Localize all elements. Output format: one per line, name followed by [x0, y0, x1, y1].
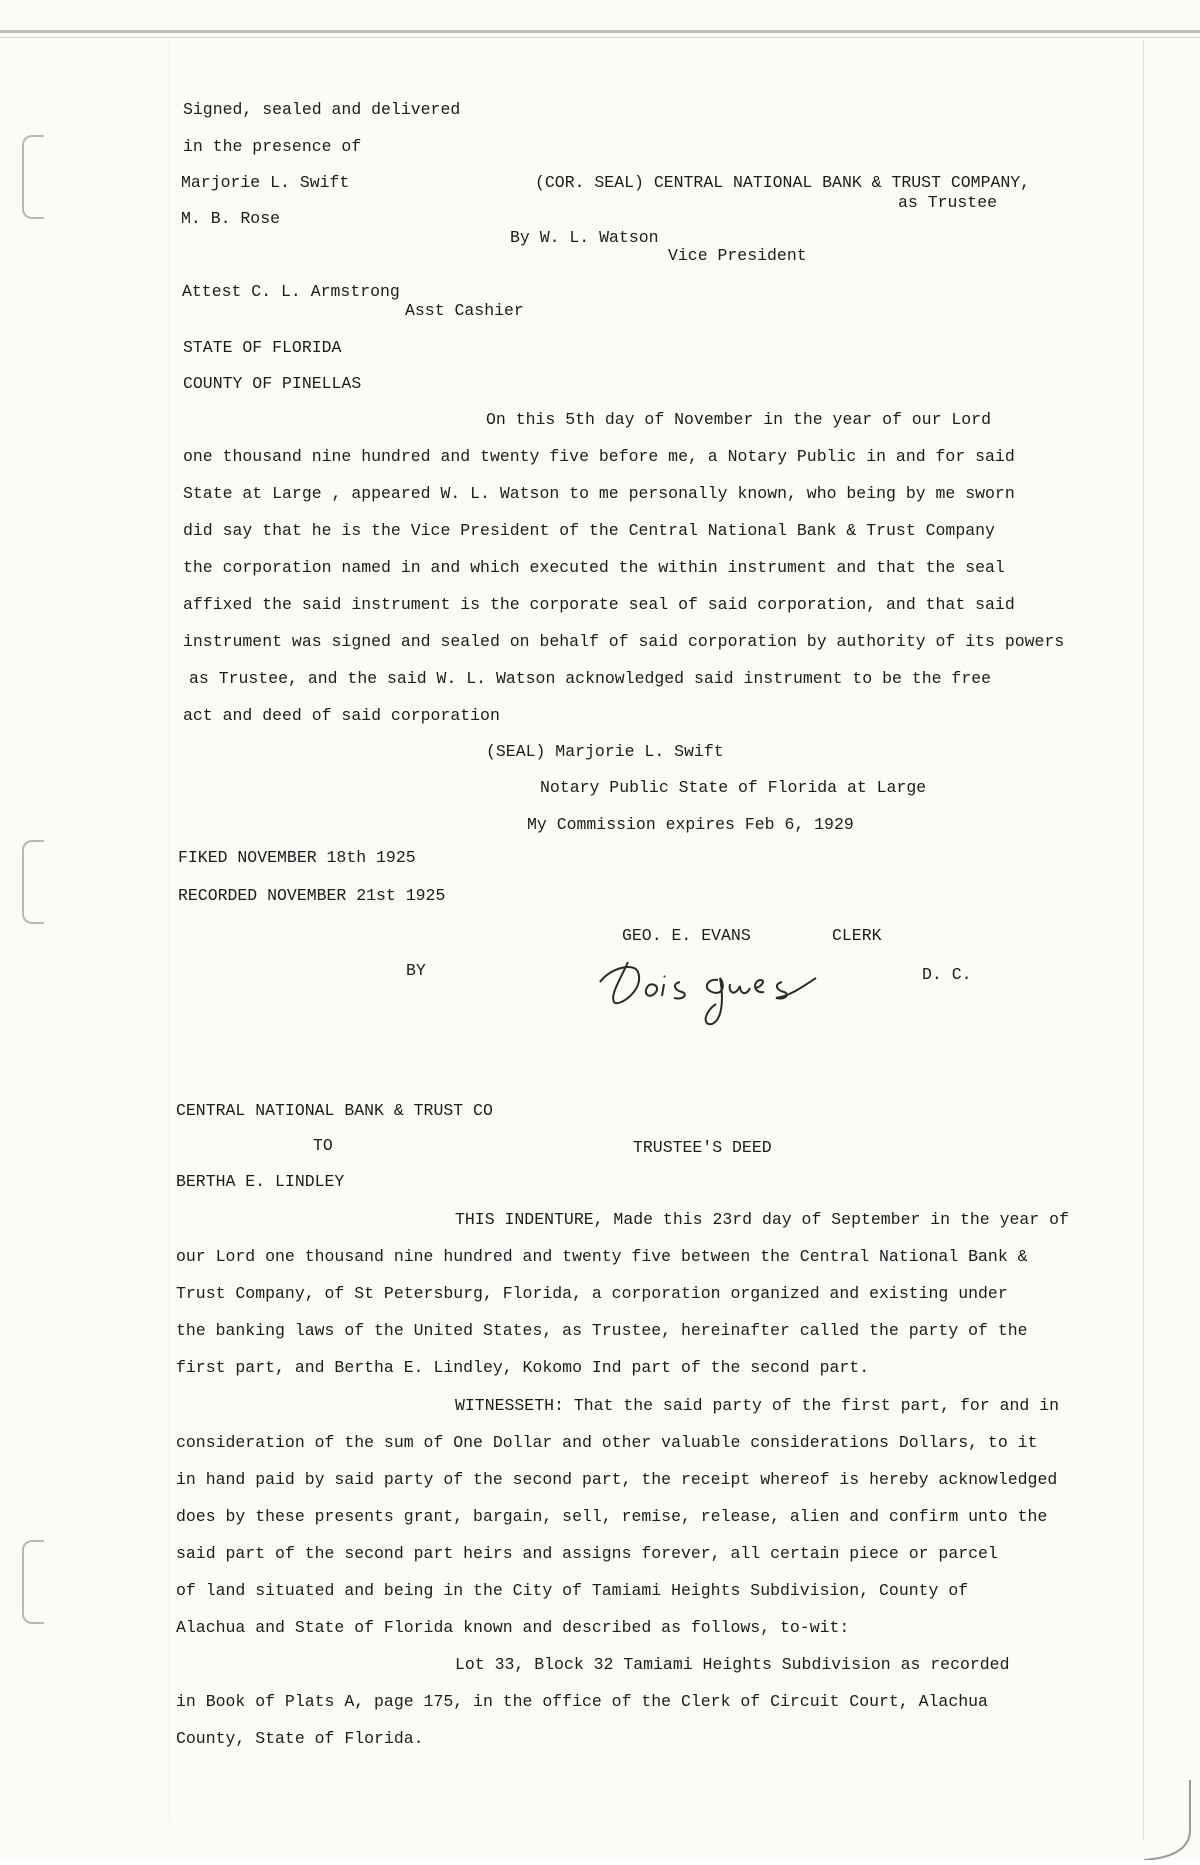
ack-line: did say that he is the Vice President of the Central National Bank & Trust Company: [183, 521, 995, 540]
signed-by-line: By W. L. Watson: [510, 228, 659, 247]
ack-line: On this 5th day of November in the year of our Lord: [486, 410, 991, 429]
ack-line: act and deed of said corporation: [183, 706, 500, 725]
deed-grantee: BERTHA E. LINDLEY: [176, 1172, 345, 1191]
presence-line: in the presence of: [183, 137, 362, 156]
ack-line: instrument was signed and sealed on behalf of said corporation by authority of its powers: [183, 632, 1065, 651]
notary-seal-line: (SEAL) Marjorie L. Swift: [486, 742, 724, 761]
as-trustee-label: as Trustee: [898, 193, 998, 212]
witnesseth-line: Alachua and State of Florida known and described as follows, to-wit:: [176, 1618, 850, 1637]
deed-to-label: TO: [313, 1136, 333, 1155]
top-rule-thin: [0, 37, 1200, 38]
page-corner-curl: [1130, 1780, 1200, 1860]
corporate-seal-line: (COR. SEAL) CENTRAL NATIONAL BANK & TRUST COMPANY,: [535, 173, 1031, 192]
binder-hole-mark: [22, 135, 44, 219]
witness-one: Marjorie L. Swift: [181, 173, 350, 192]
top-rule: [0, 30, 1200, 33]
witnesseth-line: in hand paid by said party of the second part, the receipt whereof is hereby acknowledged: [176, 1470, 1058, 1489]
asst-cashier-label: Asst Cashier: [405, 301, 524, 320]
recorded-date: RECORDED NOVEMBER 21st 1925: [178, 886, 446, 905]
ack-line: the corporation named in and which executed the within instrument and that the seal: [183, 558, 1005, 577]
ack-line: affixed the said instrument is the corporate seal of said corporation, and that said: [183, 595, 1015, 614]
ack-line: as Trustee, and the said W. L. Watson acknowledged said instrument to be the free: [189, 669, 992, 688]
ack-line: State at Large , appeared W. L. Watson to me personally known, who being by me sworn: [183, 484, 1015, 503]
vice-president-label: Vice President: [668, 246, 807, 265]
indenture-line: the banking laws of the United States, as Trustee, hereinafter called the party of the: [176, 1321, 1028, 1340]
ack-line: one thousand nine hundred and twenty five before me, a Notary Public in and for said: [183, 447, 1015, 466]
indenture-line: first part, and Bertha E. Lindley, Kokomo Ind part of the second part.: [176, 1358, 870, 1377]
witness-two: M. B. Rose: [181, 209, 281, 228]
lot-description-line: in Book of Plats A, page 175, in the office of the Clerk of Circuit Court, Alachua: [176, 1692, 988, 1711]
commission-expiry: My Commission expires Feb 6, 1929: [527, 815, 854, 834]
signed-sealed-line: Signed, sealed and delivered: [183, 100, 461, 119]
notary-title: Notary Public State of Florida at Large: [540, 778, 927, 797]
right-margin-line: [1143, 40, 1144, 1840]
clerk-name: GEO. E. EVANS: [622, 926, 751, 945]
witnesseth-line: WITNESSETH: That the said party of the first part, for and in: [455, 1396, 1059, 1415]
deputy-clerk-label: D. C.: [922, 965, 972, 984]
clerk-title: CLERK: [832, 926, 882, 945]
witnesseth-line: said part of the second part heirs and assigns forever, all certain piece or parcel: [176, 1544, 998, 1563]
lot-description-line: Lot 33, Block 32 Tamiami Heights Subdivision as recorded: [455, 1655, 1010, 1674]
witnesseth-line: of land situated and being in the City of Tamiami Heights Subdivision, County of: [176, 1581, 969, 1600]
witnesseth-line: consideration of the sum of One Dollar and other valuable considerations Dollars, to it: [176, 1433, 1038, 1452]
lot-description-line: County, State of Florida.: [176, 1729, 424, 1748]
deputy-clerk-signature: [590, 950, 870, 1030]
filed-date: FIKED NOVEMBER 18th 1925: [178, 848, 416, 867]
deed-grantor: CENTRAL NATIONAL BANK & TRUST CO: [176, 1101, 493, 1120]
handwritten-signature-icon: [590, 950, 870, 1030]
indenture-line: Trust Company, of St Petersburg, Florida, a corporation organized and existing under: [176, 1284, 1008, 1303]
indenture-line: THIS INDENTURE, Made this 23rd day of September in the year of: [455, 1210, 1069, 1229]
county-heading: COUNTY OF PINELLAS: [183, 374, 362, 393]
witnesseth-line: does by these presents grant, bargain, sell, remise, release, alien and confirm unto the: [176, 1507, 1048, 1526]
binder-hole-mark: [22, 840, 44, 924]
left-margin-line: [169, 40, 170, 1820]
deed-title: TRUSTEE'S DEED: [633, 1138, 772, 1157]
indenture-line: our Lord one thousand nine hundred and twenty five between the Central National Bank &: [176, 1247, 1028, 1266]
state-heading: STATE OF FLORIDA: [183, 338, 342, 357]
binder-hole-mark: [22, 1540, 44, 1624]
attest-line: Attest C. L. Armstrong: [182, 282, 400, 301]
by-label: BY: [406, 961, 426, 980]
